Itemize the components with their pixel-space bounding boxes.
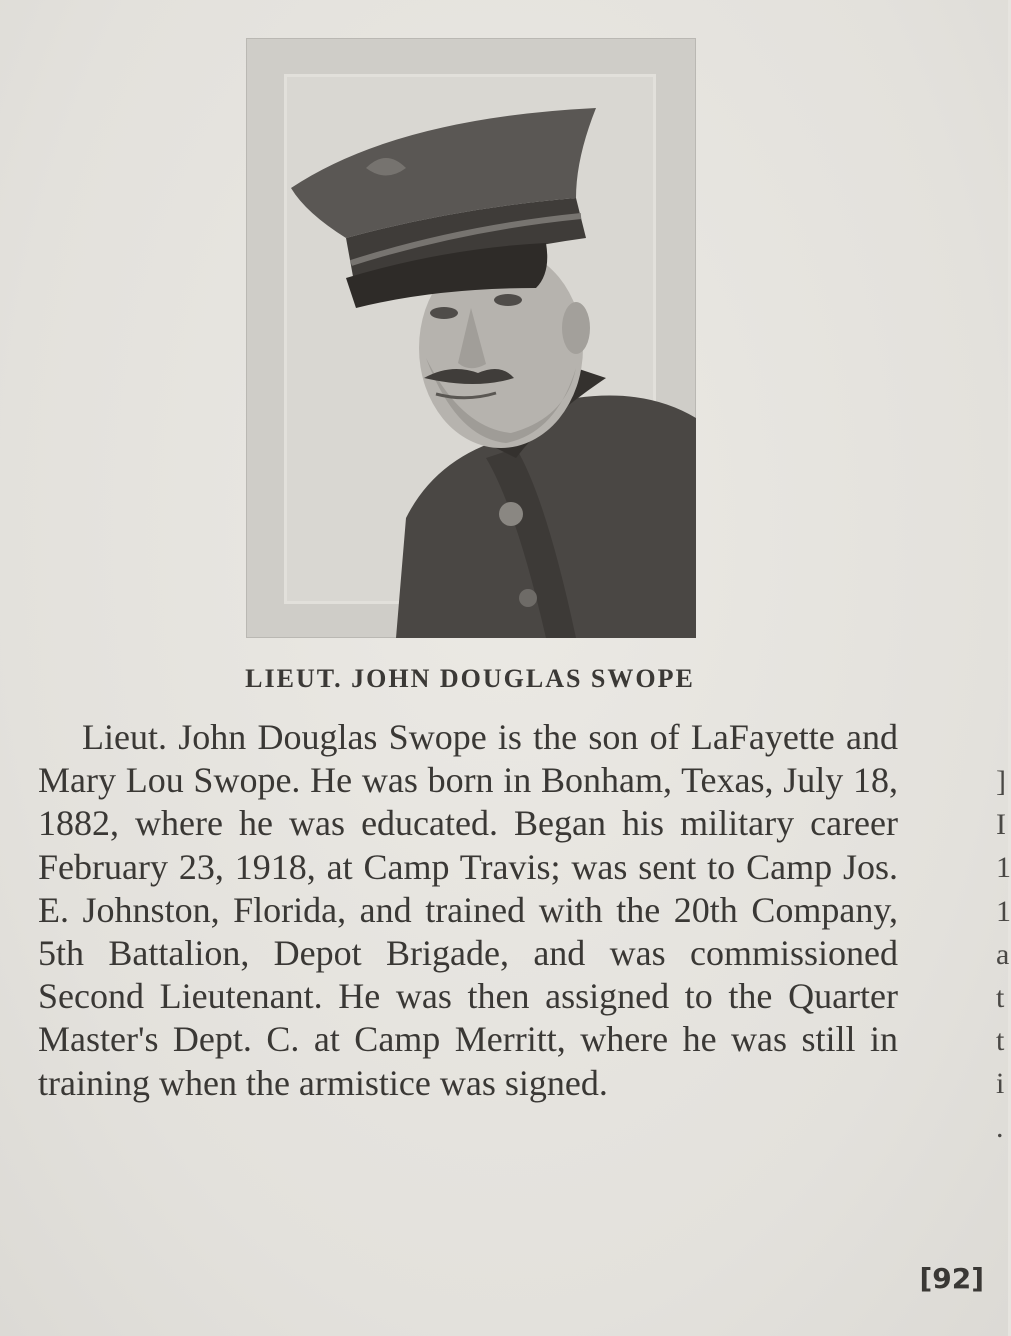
margin-fragment: . — [996, 1110, 1004, 1144]
margin-fragment: t — [996, 980, 1005, 1014]
margin-fragment: t — [996, 1024, 1005, 1058]
portrait-photo — [246, 38, 696, 638]
photo-caption: LIEUT. JOHN DOUGLAS SWOPE — [245, 664, 695, 693]
biography-paragraph: Lieut. John Douglas Swope is the son of LaFayette and Mary Lou Swope. He was born in Bonham, Texas, July 18, 1882, where he was educated. Began his military career February 23, 1918, at Camp Travis; was sent to Camp Jos. E. Johnston, Florida, and trained with the 20th Company, 5th Battalion, Depot Brigade, and was commissioned Second Lieutenant. He was then assigned to the Quarter Master's Dept. C. at Camp Merritt, where he was still in training when the armistice was signed. — [38, 717, 898, 1103]
margin-fragment: 1 — [996, 851, 1011, 885]
adjacent-page-edge — [996, 760, 1011, 1149]
officer-portrait-image — [246, 38, 696, 638]
margin-fragment: ] — [996, 765, 1006, 798]
page-number: [92] — [919, 1262, 984, 1295]
margin-fragment: a — [996, 937, 1010, 971]
margin-fragment: 1 — [996, 894, 1011, 928]
margin-fragment: i — [996, 1067, 1005, 1101]
margin-fragment: I — [996, 808, 1006, 842]
